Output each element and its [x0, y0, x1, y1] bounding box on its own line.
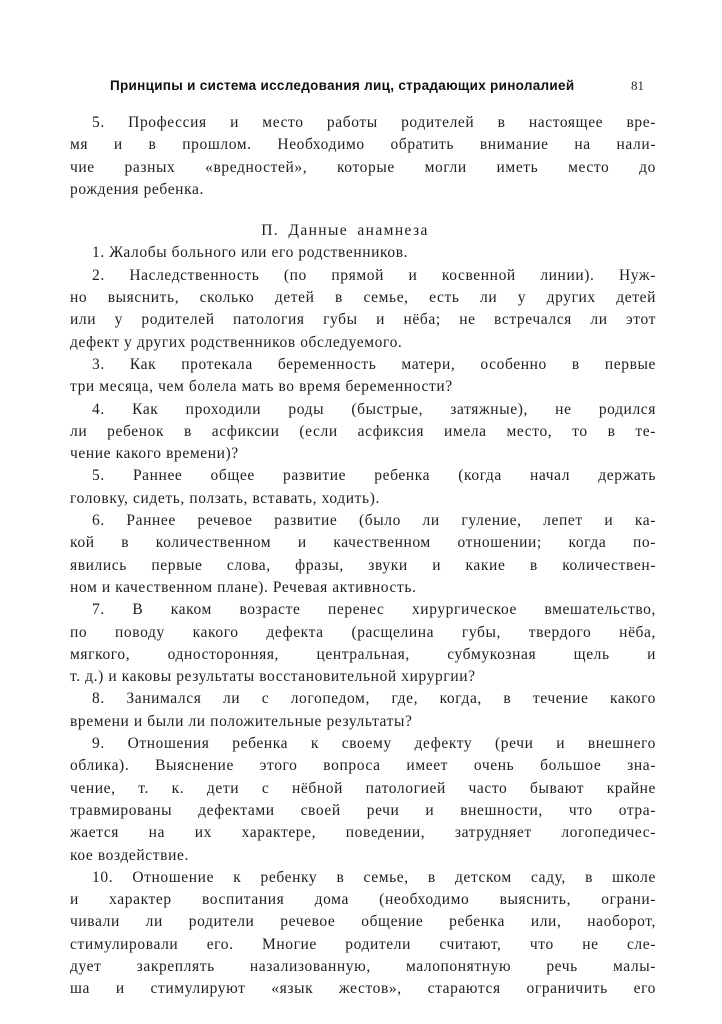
- text-line: и характер воспитания дома (необходимо выяснить, ограни-: [70, 891, 656, 909]
- section-heading: П. Данные анамнеза: [261, 222, 429, 240]
- text-line: мя и в прошлом. Необходимо обратить внимание на нали-: [70, 136, 656, 154]
- text-line: но выяснить, сколько детей в семье, есть ли у других детей: [70, 289, 656, 307]
- text-line: кое воздействие.: [70, 846, 189, 864]
- text-line: облика). Выяснение этого вопроса имеет очень большое зна-: [70, 757, 656, 775]
- text-line: ша и стимулируют «язык жестов», стараются ограничить его: [70, 980, 656, 998]
- text-line: 2. Наследственность (по прямой и косвенной линии). Нуж-: [92, 266, 656, 284]
- paragraph: [70, 354, 656, 399]
- text-line: головку, сидеть, ползать, вставать, ходить).: [70, 489, 380, 507]
- text-line: времени и были ли положительные результаты?: [70, 712, 413, 730]
- text-line: мягкого, односторонняя, центральная, субмукозная щель и: [70, 645, 656, 663]
- paragraph: [70, 867, 656, 1001]
- paragraph: [70, 599, 656, 688]
- text-line: 7. В каком возрасте перенес хирургическое вмешательство,: [92, 601, 656, 619]
- text-line: чение, т. к. дети с нёбной патологией часто бывают крайне: [70, 779, 656, 797]
- text-block: [70, 112, 656, 1001]
- page-header: [110, 78, 644, 94]
- text-line: 10. Отношение к ребенку в семье, в детском саду, в школе: [92, 868, 656, 886]
- text-line: чие разных «вредностей», которые могли иметь место до: [70, 158, 656, 176]
- text-line: чивали ли родители речевое общение ребенка или, наоборот,: [70, 913, 656, 931]
- paragraph: [70, 399, 656, 466]
- text-line: жается на их характере, поведении, затрудняет логопедичес-: [70, 824, 656, 842]
- text-line: стимулировали его. Многие родители считают, что не сле-: [70, 935, 656, 953]
- text-line: ли ребенок в асфиксии (если асфиксия имела место, то в те-: [70, 422, 656, 440]
- paragraph: [70, 242, 656, 264]
- paragraph: [70, 465, 656, 510]
- running-head-title: Принципы и система исследования лиц, страдающих ринолалией: [110, 78, 575, 93]
- text-line: 6. Раннее речевое развитие (было ли гуление, лепет и ка-: [92, 512, 656, 530]
- text-line: рождения ребенка.: [70, 180, 204, 198]
- text-line: 3. Как протекала беременность матери, особенно в первые: [92, 355, 656, 373]
- text-line: по поводу какого дефекта (расщелина губы, твердого нёба,: [70, 623, 656, 641]
- text-line: ном и качественном плане). Речевая активность.: [70, 578, 417, 596]
- paragraph: [70, 510, 656, 599]
- paragraph: [70, 733, 656, 867]
- text-line: кой в количественном и качественном отношении; когда по-: [70, 534, 656, 552]
- text-line: дует закреплять назализованную, малопонятную речь малы-: [70, 957, 656, 975]
- text-line: явились первые слова, фразы, звуки и какие в количествен-: [70, 556, 656, 574]
- paragraph: [70, 688, 656, 733]
- text-line: 9. Отношения ребенка к своему дефекту (речи и внешнего: [92, 735, 656, 753]
- text-line: чение какого времени)?: [70, 445, 239, 463]
- text-line: травмированы дефектами своей речи и внешности, что отра-: [70, 801, 656, 819]
- paragraph: [70, 265, 656, 354]
- text-line: 5. Профессия и место работы родителей в настоящее вре-: [92, 114, 656, 131]
- text-line: т. д.) и каковы результаты восстановительной хирургии?: [70, 668, 476, 686]
- text-line: 1. Жалобы больного или его родственников.: [92, 244, 409, 262]
- text-line: 4. Как проходили роды (быстрые, затяжные), не родился: [92, 400, 656, 418]
- text-line: 5. Раннее общее развитие ребенка (когда начал держать: [92, 467, 656, 485]
- text-line: или у родителей патология губы и нёба; не встречался ли этот: [70, 311, 656, 329]
- text-line: три месяца, чем болела мать во время беременности?: [70, 378, 453, 396]
- paragraph: [70, 112, 656, 201]
- page-number: 81: [631, 78, 644, 93]
- text-line: 8. Занимался ли с логопедом, где, когда, в течение какого: [92, 690, 656, 708]
- text-line: дефект у других родственников обследуемого.: [70, 333, 403, 351]
